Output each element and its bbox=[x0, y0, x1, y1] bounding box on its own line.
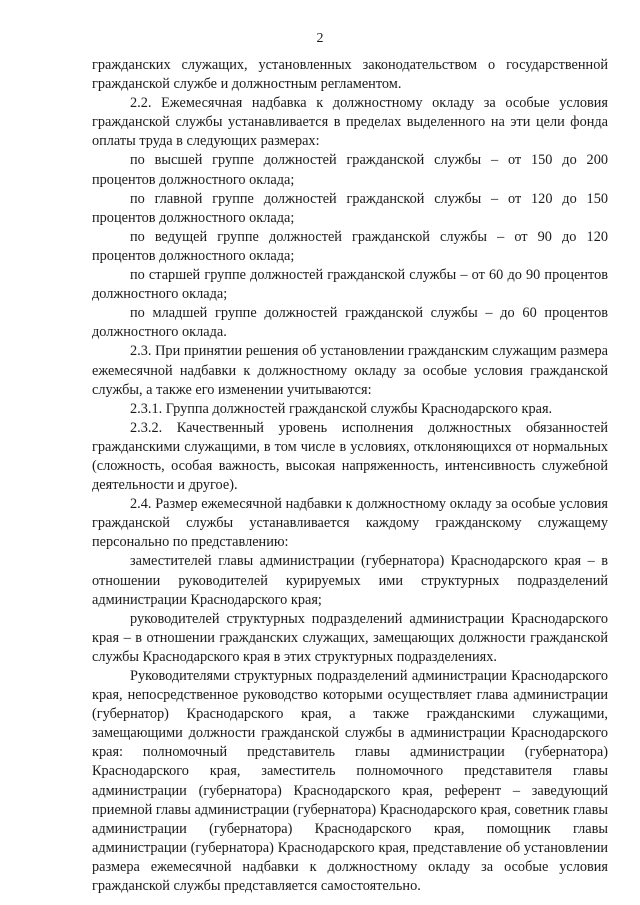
document-body bbox=[92, 56, 608, 896]
paragraph-continuation: гражданских служащих, установленных законодательством о государственной гражданской службе и должностным регламентом. bbox=[92, 57, 608, 93]
paragraph-2-3-1: 2.3.1. Группа должностей гражданской службы Краснодарского края. bbox=[130, 400, 553, 417]
list-item-highest-group: по высшей группе должностей гражданской службы – от 150 до 200 процентов должностного оклада; bbox=[92, 152, 608, 188]
paragraph-2-3: 2.3. При принятии решения об установлении гражданским служащим размера ежемесячной надбавки к должностному окладу за особые условия гражданской службы, а также его изменении учитываются: bbox=[92, 343, 608, 398]
paragraph-heads: руководителей структурных подразделений администрации Краснодарского края – в отношении гражданских служащих, замещающих должности гражданской службы Краснодарского края в этих структурных подразделениях. bbox=[92, 610, 608, 665]
list-item-leading-group: по ведущей группе должностей гражданской службы – от 90 до 120 процентов должностного оклада; bbox=[92, 228, 608, 264]
paragraph-2-4: 2.4. Размер ежемесячной надбавки к должностному окладу за особые условия гражданской службы устанавливается каждому гражданскому служащему персонально по представлению: bbox=[92, 496, 608, 551]
paragraph-heads-directly-managed: Руководителями структурных подразделений администрации Краснодарского края, непосредственное руководство которыми осуществляет глава администрации (губернатор) Краснодарского края, а также гражданскими служащими, замещающими должности гражданской службы в администрации Краснодарского края: полномочный представитель главы администрации (губернатора) Краснодарского края, заместитель полномочного представителя главы администрации (губернатора) Краснодарского края, референт – заведующий приемной главы администрации (губернатора) Краснодарского края, советник главы администрации (губернатора) Краснодарского края, помощник главы администрации (губернатора) Краснодарского края, представление об установлении размера ежемесячной надбавки к должностному окладу за особые условия гражданской службы представляется самостоятельно. bbox=[92, 668, 608, 895]
list-item-main-group: по главной группе должностей гражданской службы – от 120 до 150 процентов должностного оклада; bbox=[92, 190, 608, 226]
paragraph-deputies: заместителей главы администрации (губернатора) Краснодарского края – в отношении руководителей курируемых ими структурных подразделений администрации Краснодарского края; bbox=[92, 553, 608, 608]
page-number: 2 bbox=[316, 31, 324, 46]
list-item-senior-group: по старшей группе должностей гражданской службы – от 60 до 90 процентов должностного оклада; bbox=[92, 267, 608, 303]
paragraph-2-2: 2.2. Ежемесячная надбавка к должностному окладу за особые условия гражданской службы устанавливается в пределах выделенного на эти цели фонда оплаты труда в следующих размерах: bbox=[92, 95, 608, 150]
paragraph-2-3-2: 2.3.2. Качественный уровень исполнения должностных обязанностей гражданскими служащими, в том числе в условиях, отклоняющихся от нормальных (сложность, особая важность, высокая напряженность, интенсивность служебной деятельности и другое). bbox=[92, 419, 608, 494]
list-item-junior-group: по младшей группе должностей гражданской службы – до 60 процентов должностного оклада. bbox=[92, 305, 608, 341]
